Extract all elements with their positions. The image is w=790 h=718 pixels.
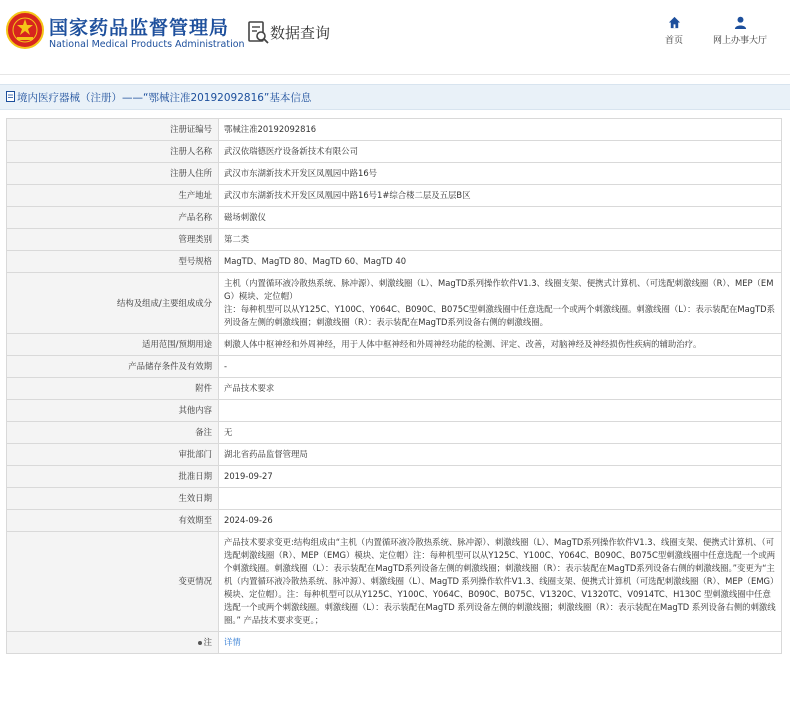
agency-name-en[interactable]: National Medical Products Administration bbox=[49, 39, 245, 50]
row-value: 产品技术要求变更:结构组成由“主机（内置循环液冷散热系统、脉冲源）、刺激线圈（L）、MagTD系列操作软件V1.3、线圈支架、便携式计算机、（可选配刺激线圈（R）、MEP（EMG）模块、定位帽）注：每种机型可以从Y125C、Y100C、Y064C、B090C、B075C型刺激线圈中任意选配一个或两个刺激线圈。刺激线圈（L）：表示装配在MagTD系列设备左侧的刺激线圈；刺激线圈（R）：表示装配在MagTD系列设备右侧的刺激线圈。”变更为“主机（内置循环液冷散热系统、脉冲源）、刺激线圈（L）、MagTD 系列操作软件V1.3、线圈支架、便携式计算机（可选配刺激线圈（R）、MEP（EMG）模块、定位帽）。注：每种机型可以从Y125C、Y100C、Y064C、B090C、B075C、V1320C、V1320TC、V0914TC、H130C 型刺激线圈中任意选配一个或两个刺激线圈。刺激线圈（L）：表示装配在MagTD 系列设备左侧的刺激线圈；刺激线圈（R）：表示装配在MagTD 系列设备右侧的刺激线圈。” 产品技术要求变更。； bbox=[219, 532, 782, 632]
row-value: MagTD、MagTD 80、MagTD 60、MagTD 40 bbox=[219, 251, 782, 273]
row-value: - bbox=[219, 356, 782, 378]
row-label bbox=[7, 378, 219, 400]
table-row bbox=[7, 334, 782, 356]
row-value: 刺激人体中枢神经和外周神经，用于人体中枢神经和外周神经功能的检测、评定、改善，对脑神经及神经损伤性疾病的辅助治疗。 bbox=[219, 334, 782, 356]
row-label bbox=[7, 532, 219, 632]
row-label bbox=[7, 251, 219, 273]
row-value bbox=[219, 400, 782, 422]
details-link[interactable]: 详情 bbox=[219, 632, 782, 654]
row-label bbox=[7, 510, 219, 532]
table-row bbox=[7, 532, 782, 632]
row-value: 第二类 bbox=[219, 229, 782, 251]
row-label-text: 结构及组成/主要组成成分 bbox=[117, 297, 212, 308]
user-icon bbox=[734, 16, 747, 29]
row-label-text: 生产地址 bbox=[178, 190, 212, 200]
row-label-text: 生效日期 bbox=[178, 493, 212, 503]
nmpa-emblem-icon[interactable] bbox=[6, 10, 44, 50]
row-value bbox=[219, 488, 782, 510]
row-value: 武汉市东湖新技术开发区凤凰园中路16号 bbox=[219, 163, 782, 185]
table-row bbox=[7, 466, 782, 488]
nav-home-label: 首页 bbox=[664, 36, 683, 46]
section-title: 数据查询 bbox=[270, 24, 331, 42]
document-icon bbox=[6, 91, 15, 102]
nav-home[interactable] bbox=[660, 16, 688, 46]
row-value: 主机（内置循环液冷散热系统、脉冲源）、刺激线圈（L）、MagTD系列操作软件V1.3、线圈支架、便携式计算机、（可选配刺激线圈（R）、MEP（EMG）模块、定位帽） 注：每种机型可以从Y125C、Y100C、Y064C、B090C、B075C型刺激线圈中任意选配一个或两个刺激线圈。刺激线圈（L）：表示装配在MagTD系列设备左侧的刺激线圈；刺激线圈（R）：表示装配在MagTD系列设备右侧的刺激线圈。 bbox=[219, 273, 782, 334]
table-row bbox=[7, 356, 782, 378]
row-label-text: 型号规格 bbox=[178, 256, 212, 266]
row-label-text: 适用范围/预期用途 bbox=[142, 339, 212, 349]
row-value: 武汉依瑞德医疗设备新技术有限公司 bbox=[219, 141, 782, 163]
table-row bbox=[7, 229, 782, 251]
table-row bbox=[7, 273, 782, 334]
row-label bbox=[7, 207, 219, 229]
table-row bbox=[7, 207, 782, 229]
row-label-text: 批准日期 bbox=[178, 471, 212, 481]
home-icon bbox=[668, 16, 681, 29]
table-row bbox=[7, 510, 782, 532]
row-label bbox=[7, 163, 219, 185]
row-label-text: 审批部门 bbox=[178, 449, 212, 459]
table-row bbox=[7, 444, 782, 466]
table-row bbox=[7, 400, 782, 422]
row-value: 磁场刺激仪 bbox=[219, 207, 782, 229]
agency-name-cn[interactable]: 国家药品监督管理局 bbox=[49, 17, 230, 39]
row-label-text: 产品储存条件及有效期 bbox=[128, 361, 212, 371]
site-header bbox=[0, 0, 790, 75]
record-title-bar bbox=[0, 84, 790, 110]
table-row bbox=[7, 378, 782, 400]
table-row bbox=[7, 185, 782, 207]
row-label-text: 产品名称 bbox=[178, 212, 212, 222]
row-label-text: 变更情况 bbox=[178, 576, 212, 586]
table-row bbox=[7, 141, 782, 163]
row-label bbox=[7, 141, 219, 163]
table-row bbox=[7, 488, 782, 510]
table-row bbox=[7, 163, 782, 185]
table-row bbox=[7, 422, 782, 444]
row-label bbox=[7, 273, 219, 334]
row-value: 武汉市东湖新技术开发区凤凰园中路16号1#综合楼二层及五层B区 bbox=[219, 185, 782, 207]
row-value: 2024-09-26 bbox=[219, 510, 782, 532]
row-label bbox=[7, 400, 219, 422]
bullet-icon bbox=[198, 641, 202, 645]
row-label bbox=[7, 422, 219, 444]
row-label-text: 附件 bbox=[195, 383, 212, 393]
row-label bbox=[7, 356, 219, 378]
row-label bbox=[7, 444, 219, 466]
row-value: 产品技术要求 bbox=[219, 378, 782, 400]
table-row bbox=[7, 632, 782, 654]
row-label-text: 注册人住所 bbox=[170, 168, 212, 178]
data-search-icon bbox=[248, 21, 270, 45]
table-row bbox=[7, 251, 782, 273]
row-label-text: 注册人名称 bbox=[170, 146, 212, 156]
row-label bbox=[7, 632, 219, 654]
row-label-text: 管理类别 bbox=[178, 234, 212, 244]
row-label bbox=[7, 185, 219, 207]
table-row bbox=[7, 119, 782, 141]
row-label-text: 其他内容 bbox=[178, 405, 212, 415]
row-value: 无 bbox=[219, 422, 782, 444]
row-label bbox=[7, 334, 219, 356]
nav-online-label: 网上办事大厅 bbox=[712, 36, 767, 46]
row-label-text: 备注 bbox=[195, 427, 212, 437]
row-value: 鄂械注准20192092816 bbox=[219, 119, 782, 141]
row-label bbox=[7, 466, 219, 488]
row-label bbox=[7, 119, 219, 141]
row-value: 湖北省药品监督管理局 bbox=[219, 444, 782, 466]
registration-detail-table bbox=[6, 118, 782, 654]
row-label-text: 注册证编号 bbox=[170, 124, 212, 134]
record-title: 境内医疗器械（注册）——“鄂械注准20192092816”基本信息 bbox=[17, 92, 312, 104]
row-label-text: 注 bbox=[203, 637, 212, 647]
row-label bbox=[7, 229, 219, 251]
nav-online-service-hall[interactable] bbox=[708, 16, 772, 46]
row-label bbox=[7, 488, 219, 510]
row-value: 2019-09-27 bbox=[219, 466, 782, 488]
row-label-text: 有效期至 bbox=[178, 515, 212, 525]
